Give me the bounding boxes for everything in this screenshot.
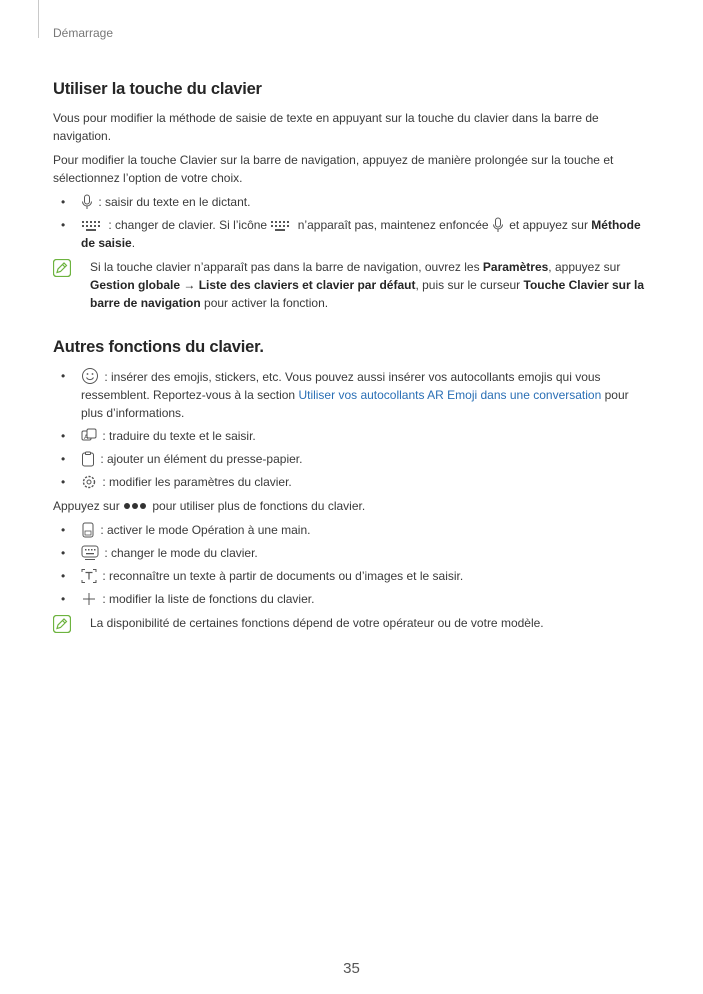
page-content <box>53 80 649 640</box>
extract-text-icon <box>81 568 97 584</box>
keyboard-icon <box>81 219 103 233</box>
list-item-text: : traduire du texte et le saisir. <box>99 429 256 443</box>
paragraph: Pour modifier la touche Clavier sur la barre de navigation, appuyez de manière prolongée sur la touche et sélectionnez l’option de votre choix. <box>53 153 614 185</box>
bullet-list <box>53 367 649 491</box>
microphone-icon <box>492 217 504 233</box>
list-item-text: : reconnaître un texte à partir de documents ou d’images et le saisir. <box>99 569 464 583</box>
list-item-text: : changer le mode du clavier. <box>101 546 258 560</box>
menu-path: Gestion globale <box>90 278 181 292</box>
paragraph-text: Appuyez sur <box>53 499 124 513</box>
list-item <box>53 367 649 422</box>
list-item <box>53 216 649 252</box>
gear-icon <box>81 474 97 490</box>
list-item-text: . <box>131 236 136 250</box>
menu-path: Liste des claviers et clavier par défaut <box>198 278 416 292</box>
svg-text:A: • A <box>84 434 89 441</box>
list-item <box>53 450 649 468</box>
list-item <box>53 590 649 608</box>
emoji-icon <box>81 367 99 385</box>
paragraph <box>53 497 649 515</box>
list-item-text: : modifier la liste de fonctions du clavier. <box>99 592 315 606</box>
list-item-text: et appuyez sur <box>505 218 592 232</box>
note-text: Si la touche clavier n’apparaît pas dans la barre de navigation, ouvrez les <box>90 260 483 274</box>
page-number: 35 <box>343 960 360 977</box>
keyboard-mode-icon <box>81 545 99 561</box>
note-icon <box>53 615 71 633</box>
arrow: → <box>180 278 199 292</box>
plus-icon <box>81 591 97 607</box>
bullet-list <box>53 193 649 252</box>
list-item <box>53 193 649 211</box>
menu-path: Touche Clavier sur la barre de navigation <box>90 278 645 310</box>
header-divider <box>38 0 39 38</box>
note-text: pour activer la fonction. <box>200 296 329 310</box>
list-item <box>53 567 649 585</box>
microphone-icon <box>81 194 93 210</box>
section-title: Utiliser la touche du clavier <box>53 80 262 98</box>
list-item-text: : insérer des emojis, stickers, etc. Vous pouvez aussi insérer vos autocollants emojis qui vous ressemblent. Reportez-vous à la section <box>81 370 601 402</box>
note-text: , appuyez sur <box>548 260 621 274</box>
paragraph: Vous pour modifier la méthode de saisie de texte en appuyant sur la touche du clavier dans la barre de navigation. <box>53 111 599 143</box>
section-title: Autres fonctions du clavier. <box>53 338 264 356</box>
breadcrumb: Démarrage <box>53 26 114 40</box>
section-link[interactable]: Utiliser vos autocollants AR Emoji dans une conversation <box>298 388 602 402</box>
menu-path: Méthode de saisie <box>81 218 641 250</box>
list-item-text: pour plus d’informations. <box>81 388 629 420</box>
note <box>53 614 649 632</box>
list-item-text: : ajouter un élément du presse-papier. <box>97 452 303 466</box>
list-item-text: : changer de clavier. Si l’icône <box>105 218 271 232</box>
list-item-text: : modifier les paramètres du clavier. <box>99 475 292 489</box>
paragraph-text: pour utiliser plus de fonctions du clavier. <box>149 499 366 513</box>
clipboard-icon <box>81 451 95 467</box>
list-item <box>53 544 649 562</box>
keyboard-icon <box>270 219 292 233</box>
note <box>53 258 649 312</box>
note-text: , puis sur le curseur <box>415 278 524 292</box>
list-item <box>53 427 649 445</box>
menu-path: Paramètres <box>482 260 549 274</box>
list-item <box>53 521 649 539</box>
translate-icon <box>81 428 97 444</box>
list-item <box>53 473 649 491</box>
one-handed-mode-icon <box>81 522 95 538</box>
list-item-text: : saisir du texte en le dictant. <box>95 195 251 209</box>
list-item-text: n’apparaît pas, maintenez enfoncée <box>294 218 492 232</box>
more-options-icon <box>123 501 147 511</box>
note-icon <box>53 259 71 277</box>
bullet-list <box>53 521 649 608</box>
note-text: La disponibilité de certaines fonctions dépend de votre opérateur ou de votre modèle. <box>90 616 544 630</box>
list-item-text: : activer le mode Opération à une main. <box>97 523 311 537</box>
